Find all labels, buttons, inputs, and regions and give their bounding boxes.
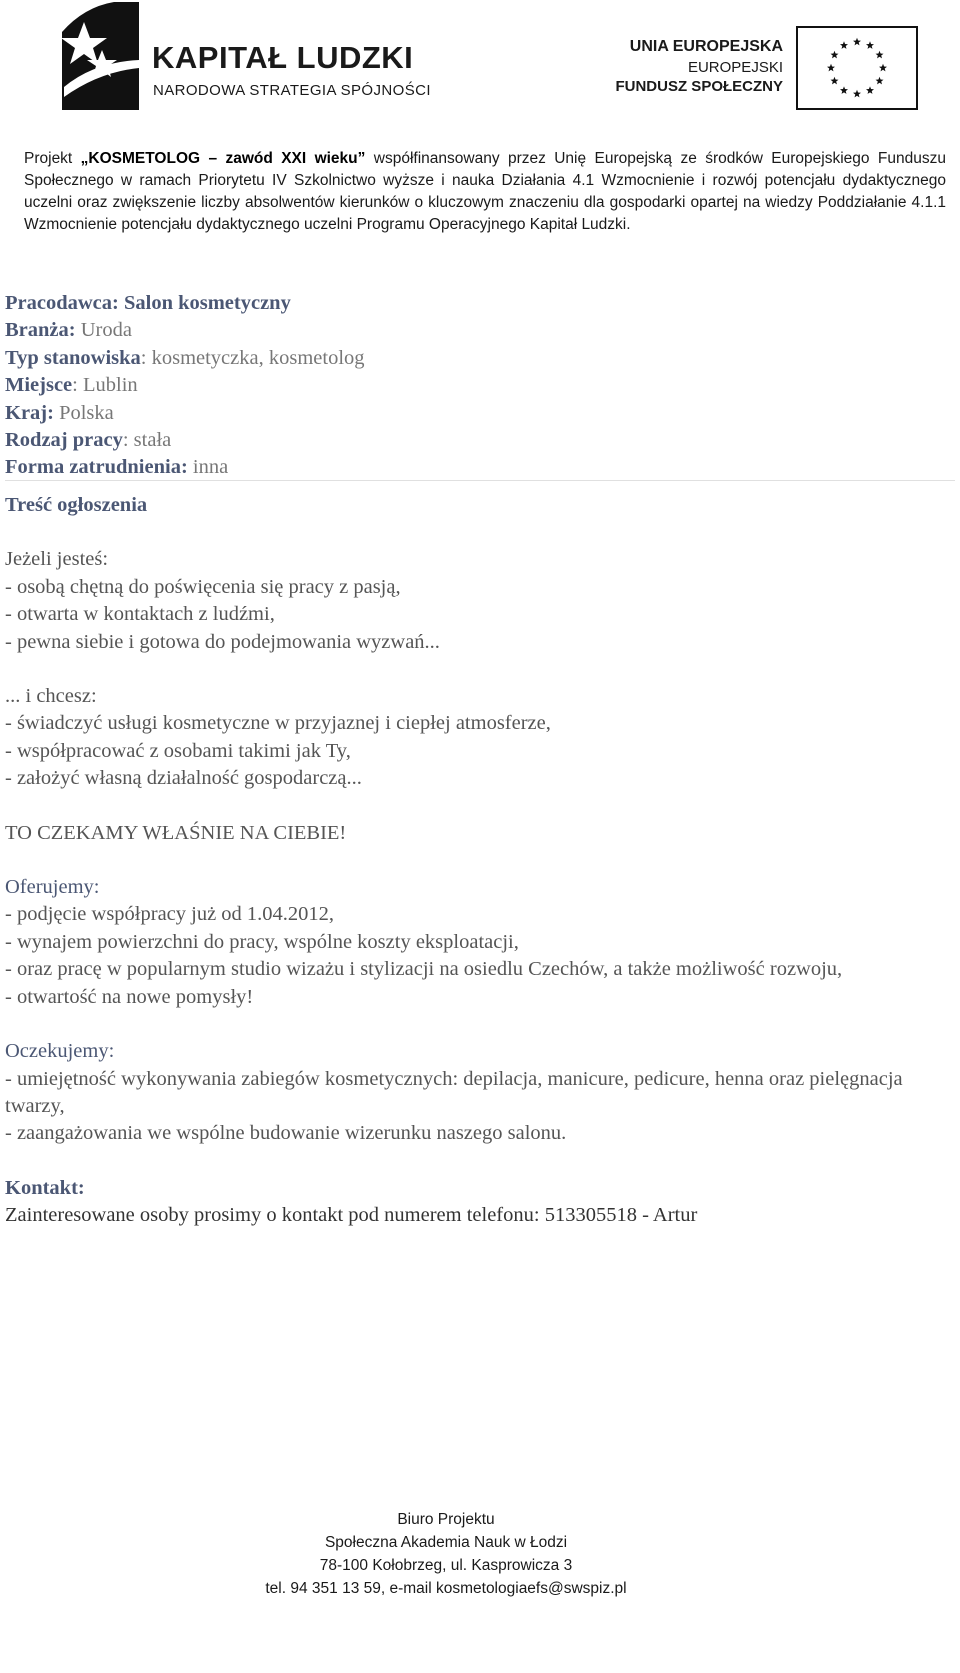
footer-contact: tel. 94 351 13 59, e-mail kosmetologiaefs@swspiz.pl <box>265 1580 627 1597</box>
offer-line: - oraz pracę w popularnym studio wizażu i stylizacji na osiedlu Czechów, a także możliwość rozwoju, <box>5 958 843 981</box>
position-row <box>5 345 950 372</box>
footer <box>0 1508 892 1600</box>
position-label: Typ stanowiska <box>5 346 141 369</box>
footer-office: Biuro Projektu <box>397 1511 495 1528</box>
employment-row <box>5 454 950 481</box>
offer-title: Oferujemy: <box>5 876 100 899</box>
work-type-value: : stała <box>122 429 172 452</box>
slogan: TO CZEKAMY WŁAŚNIE NA CIEBIE! <box>5 821 347 844</box>
project-prefix: Projekt <box>24 150 81 167</box>
want-line: - świadczyć usługi kosmetyczne w przyjaznej i ciepłej atmosferze, <box>5 712 551 735</box>
intro-block <box>5 546 950 656</box>
intro-line: - pewna siebie i gotowa do podejmowania wyzwań... <box>5 630 440 653</box>
section-title: Treść ogłoszenia <box>5 494 148 516</box>
project-statement <box>24 148 946 236</box>
place-label: Miejsce <box>5 374 73 397</box>
ue-subtitle-2: FUNDUSZ SPOŁECZNY <box>615 78 783 95</box>
industry-value: Uroda <box>75 319 132 342</box>
eu-flag-icon <box>796 26 918 110</box>
offer-block <box>5 874 950 1011</box>
employer-label: Pracodawca: Salon kosmetyczny <box>5 292 291 314</box>
intro-line: Jeżeli jesteś: <box>5 548 109 571</box>
employment-value: inna <box>187 456 229 479</box>
employment-label: Forma zatrudnienia: <box>5 456 188 479</box>
kapital-ludzki-emblem-icon <box>44 2 144 112</box>
contact-block <box>5 1175 950 1230</box>
country-row <box>5 400 950 427</box>
want-block <box>5 683 950 793</box>
ue-subtitle-1: EUROPEJSKI <box>687 59 783 76</box>
want-line: - założyć własną działalność gospodarczą... <box>5 767 362 790</box>
project-name: „KOSMETOLOG – zawód XXI wieku” <box>80 150 366 167</box>
intro-line: - otwarta w kontaktach z ludźmi, <box>5 603 275 626</box>
expect-line: - zaangażowania we wspólne budowanie wizerunku naszego salonu. <box>5 1122 567 1145</box>
footer-university: Społeczna Akademia Nauk w Łodzi <box>324 1534 568 1551</box>
kapital-ludzki-title: KAPITAŁ LUDZKI <box>152 40 414 75</box>
expect-title: Oczekujemy: <box>5 1040 115 1063</box>
want-line: - współpracować z osobami takimi jak Ty, <box>5 739 351 762</box>
job-details <box>5 290 950 482</box>
offer-line: - otwartość na nowe pomysły! <box>5 985 254 1008</box>
project-description: współfinansowany przez Unię Europejską ze środków Europejskiego Funduszu Społecznego w ramach Priorytetu IV Szkolnictwo wyższe i nauka Działania 4.1 Wzmocnienie i rozwój potencjału dydaktycznego uczelni oraz zwiększenie liczby absolwentów kierunków o kluczowym znaczeniu dla gospodarki opartej na wiedzy Poddziałanie 4.1.1 Wzmocnienie potencjału dydaktycznego uczelni Programu Operacyjnego Kapitał Ludzki. <box>24 150 946 233</box>
ue-title: UNIA EUROPEJSKA <box>629 38 783 55</box>
position-value: : kosmetyczka, kosmetolog <box>140 346 365 369</box>
kapital-ludzki-subtitle: NARODOWA STRATEGIA SPÓJNOŚCI <box>153 82 431 99</box>
kapital-ludzki-logo <box>44 2 474 112</box>
section-divider <box>5 480 955 481</box>
intro-line: - osobą chętną do poświęcenia się pracy z pasją, <box>5 575 401 598</box>
country-value: Polska <box>53 401 114 424</box>
offer-line: - wynajem powierzchni do pracy, wspólne koszty eksploatacji, <box>5 930 519 953</box>
country-label: Kraj: <box>5 401 54 424</box>
place-value: : Lublin <box>72 374 138 397</box>
want-line: ... i chcesz: <box>5 685 97 708</box>
industry-label: Branża: <box>5 319 76 342</box>
listing-body <box>5 492 950 1257</box>
work-type-row <box>5 427 950 454</box>
contact-title: Kontakt: <box>5 1176 85 1199</box>
expect-line: - umiejętność wykonywania zabiegów kosmetycznych: depilacja, manicure, pedicure, henna oraz pielęgnacja twarzy, <box>5 1067 903 1117</box>
industry-row <box>5 317 950 344</box>
contact-text: Zainteresowane osoby prosimy o kontakt pod numerem telefonu: 513305518 - Artur <box>5 1204 698 1227</box>
unia-europejska-logo <box>600 26 920 112</box>
work-type-label: Rodzaj pracy <box>5 429 123 452</box>
expect-block <box>5 1038 950 1148</box>
place-row <box>5 372 950 399</box>
footer-address: 78-100 Kołobrzeg, ul. Kasprowicza 3 <box>319 1557 573 1574</box>
offer-line: - podjęcie współpracy już od 1.04.2012, <box>5 903 335 926</box>
employer-row <box>5 290 950 317</box>
